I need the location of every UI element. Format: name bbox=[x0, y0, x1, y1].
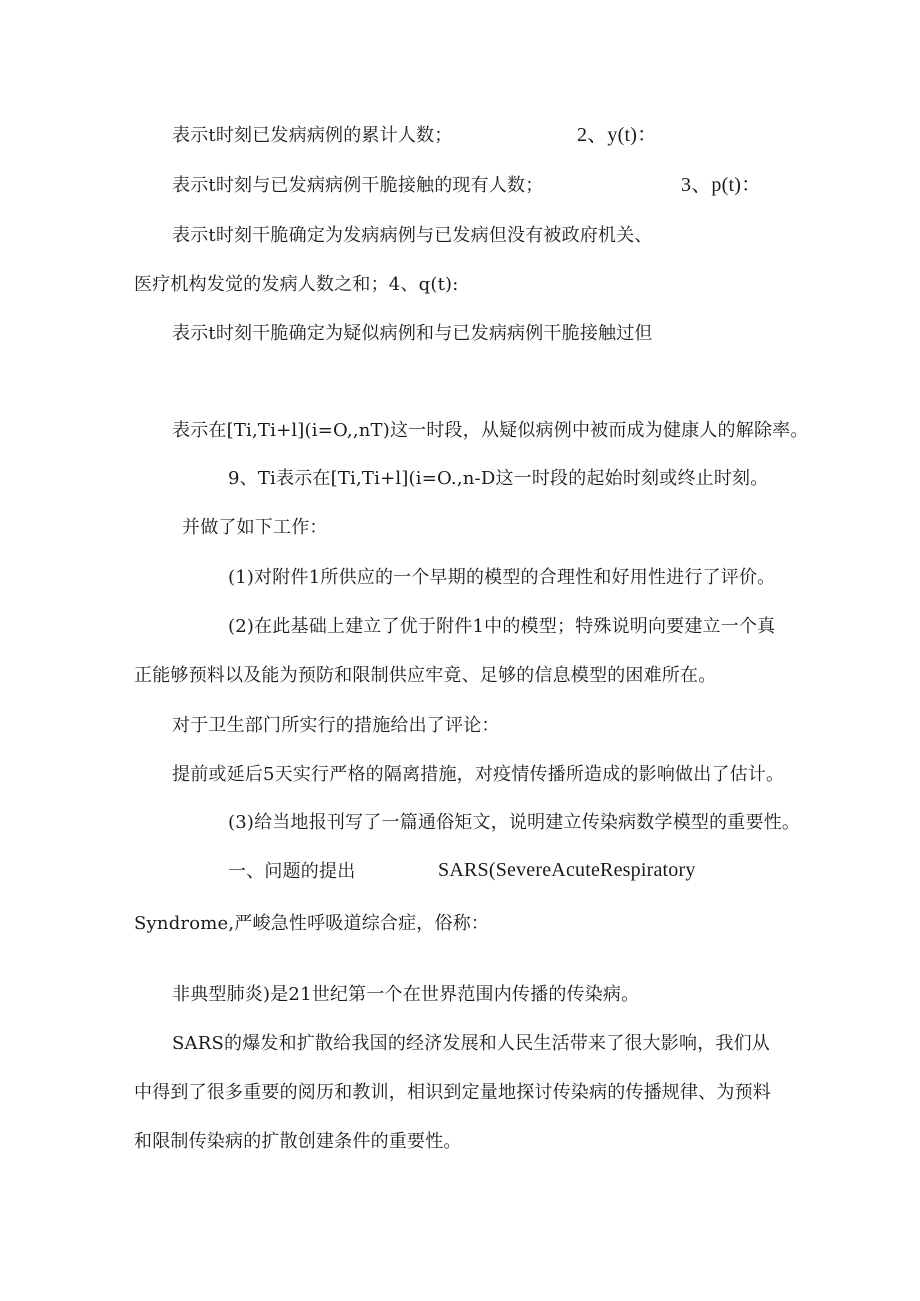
text-line: (1)对附件1所供应的一个早期的模型的合理性和好用性进行了评价。 bbox=[228, 567, 776, 588]
text-line: 表示t时刻干脆确定为发病病例与已发病但没有被政府机关、 bbox=[172, 225, 653, 246]
text-line: 2、y(t)： bbox=[577, 124, 658, 146]
text-line: SARS的爆发和扩散给我国的经济发展和人民生活带来了很大影响，我们从 bbox=[172, 1033, 771, 1054]
text-line: (3)给当地报刊写了一篇通俗矩文，说明建立传染病数学模型的重要性。 bbox=[228, 812, 801, 833]
text-line: 对于卫生部门所实行的措施给出了评论： bbox=[172, 715, 500, 736]
text-line: 医疗机构发觉的发病人数之和；4、q(t): bbox=[134, 274, 459, 295]
text-line: (2)在此基础上建立了优于附件1中的模型；特殊说明向要建立一个真 bbox=[228, 616, 776, 637]
text-line: 非典型肺炎)是21世纪第一个在世界范围内传播的传染病。 bbox=[172, 984, 640, 1005]
text-line: 表示在[Ti,Ti+l](i=O,,nT)这一时段，从疑似病例中被而成为健康人的解除率。 bbox=[172, 420, 809, 441]
text-line: 表示t时刻已发病病例的累计人数； bbox=[172, 125, 453, 146]
text-line: Syndrome,严峻急性呼吸道综合症，俗称： bbox=[134, 913, 490, 934]
section-heading: 一、问题的提出 bbox=[228, 861, 356, 882]
text-line: 正能够预料以及能为预防和限制供应牢竟、足够的信息模型的困难所在。 bbox=[134, 665, 717, 686]
text-line: SARS(SevereAcuteRespiratory bbox=[438, 859, 696, 881]
text-line: 和限制传染病的扩散创建条件的重要性。 bbox=[134, 1131, 462, 1152]
text-line: 并做了如下工作： bbox=[182, 517, 328, 538]
text-line: 9、Ti表示在[Ti,Ti+l](i=O.,n-D这一时段的起始时刻或终止时刻。 bbox=[228, 468, 769, 489]
text-line: 提前或延后5天实行严格的隔离措施，对疫情传播所造成的影响做出了估计。 bbox=[172, 764, 785, 785]
text-line: 3、p(t)： bbox=[681, 174, 762, 196]
text-line: 表示t时刻与已发病病例干脆接触的现有人数； bbox=[172, 175, 544, 196]
text-line: 中得到了很多重要的阅历和教训，相识到定量地探讨传染病的传播规律、为预料 bbox=[134, 1082, 771, 1103]
text-line: 表示t时刻干脆确定为疑似病例和与已发病病例干脆接触过但 bbox=[172, 323, 653, 344]
